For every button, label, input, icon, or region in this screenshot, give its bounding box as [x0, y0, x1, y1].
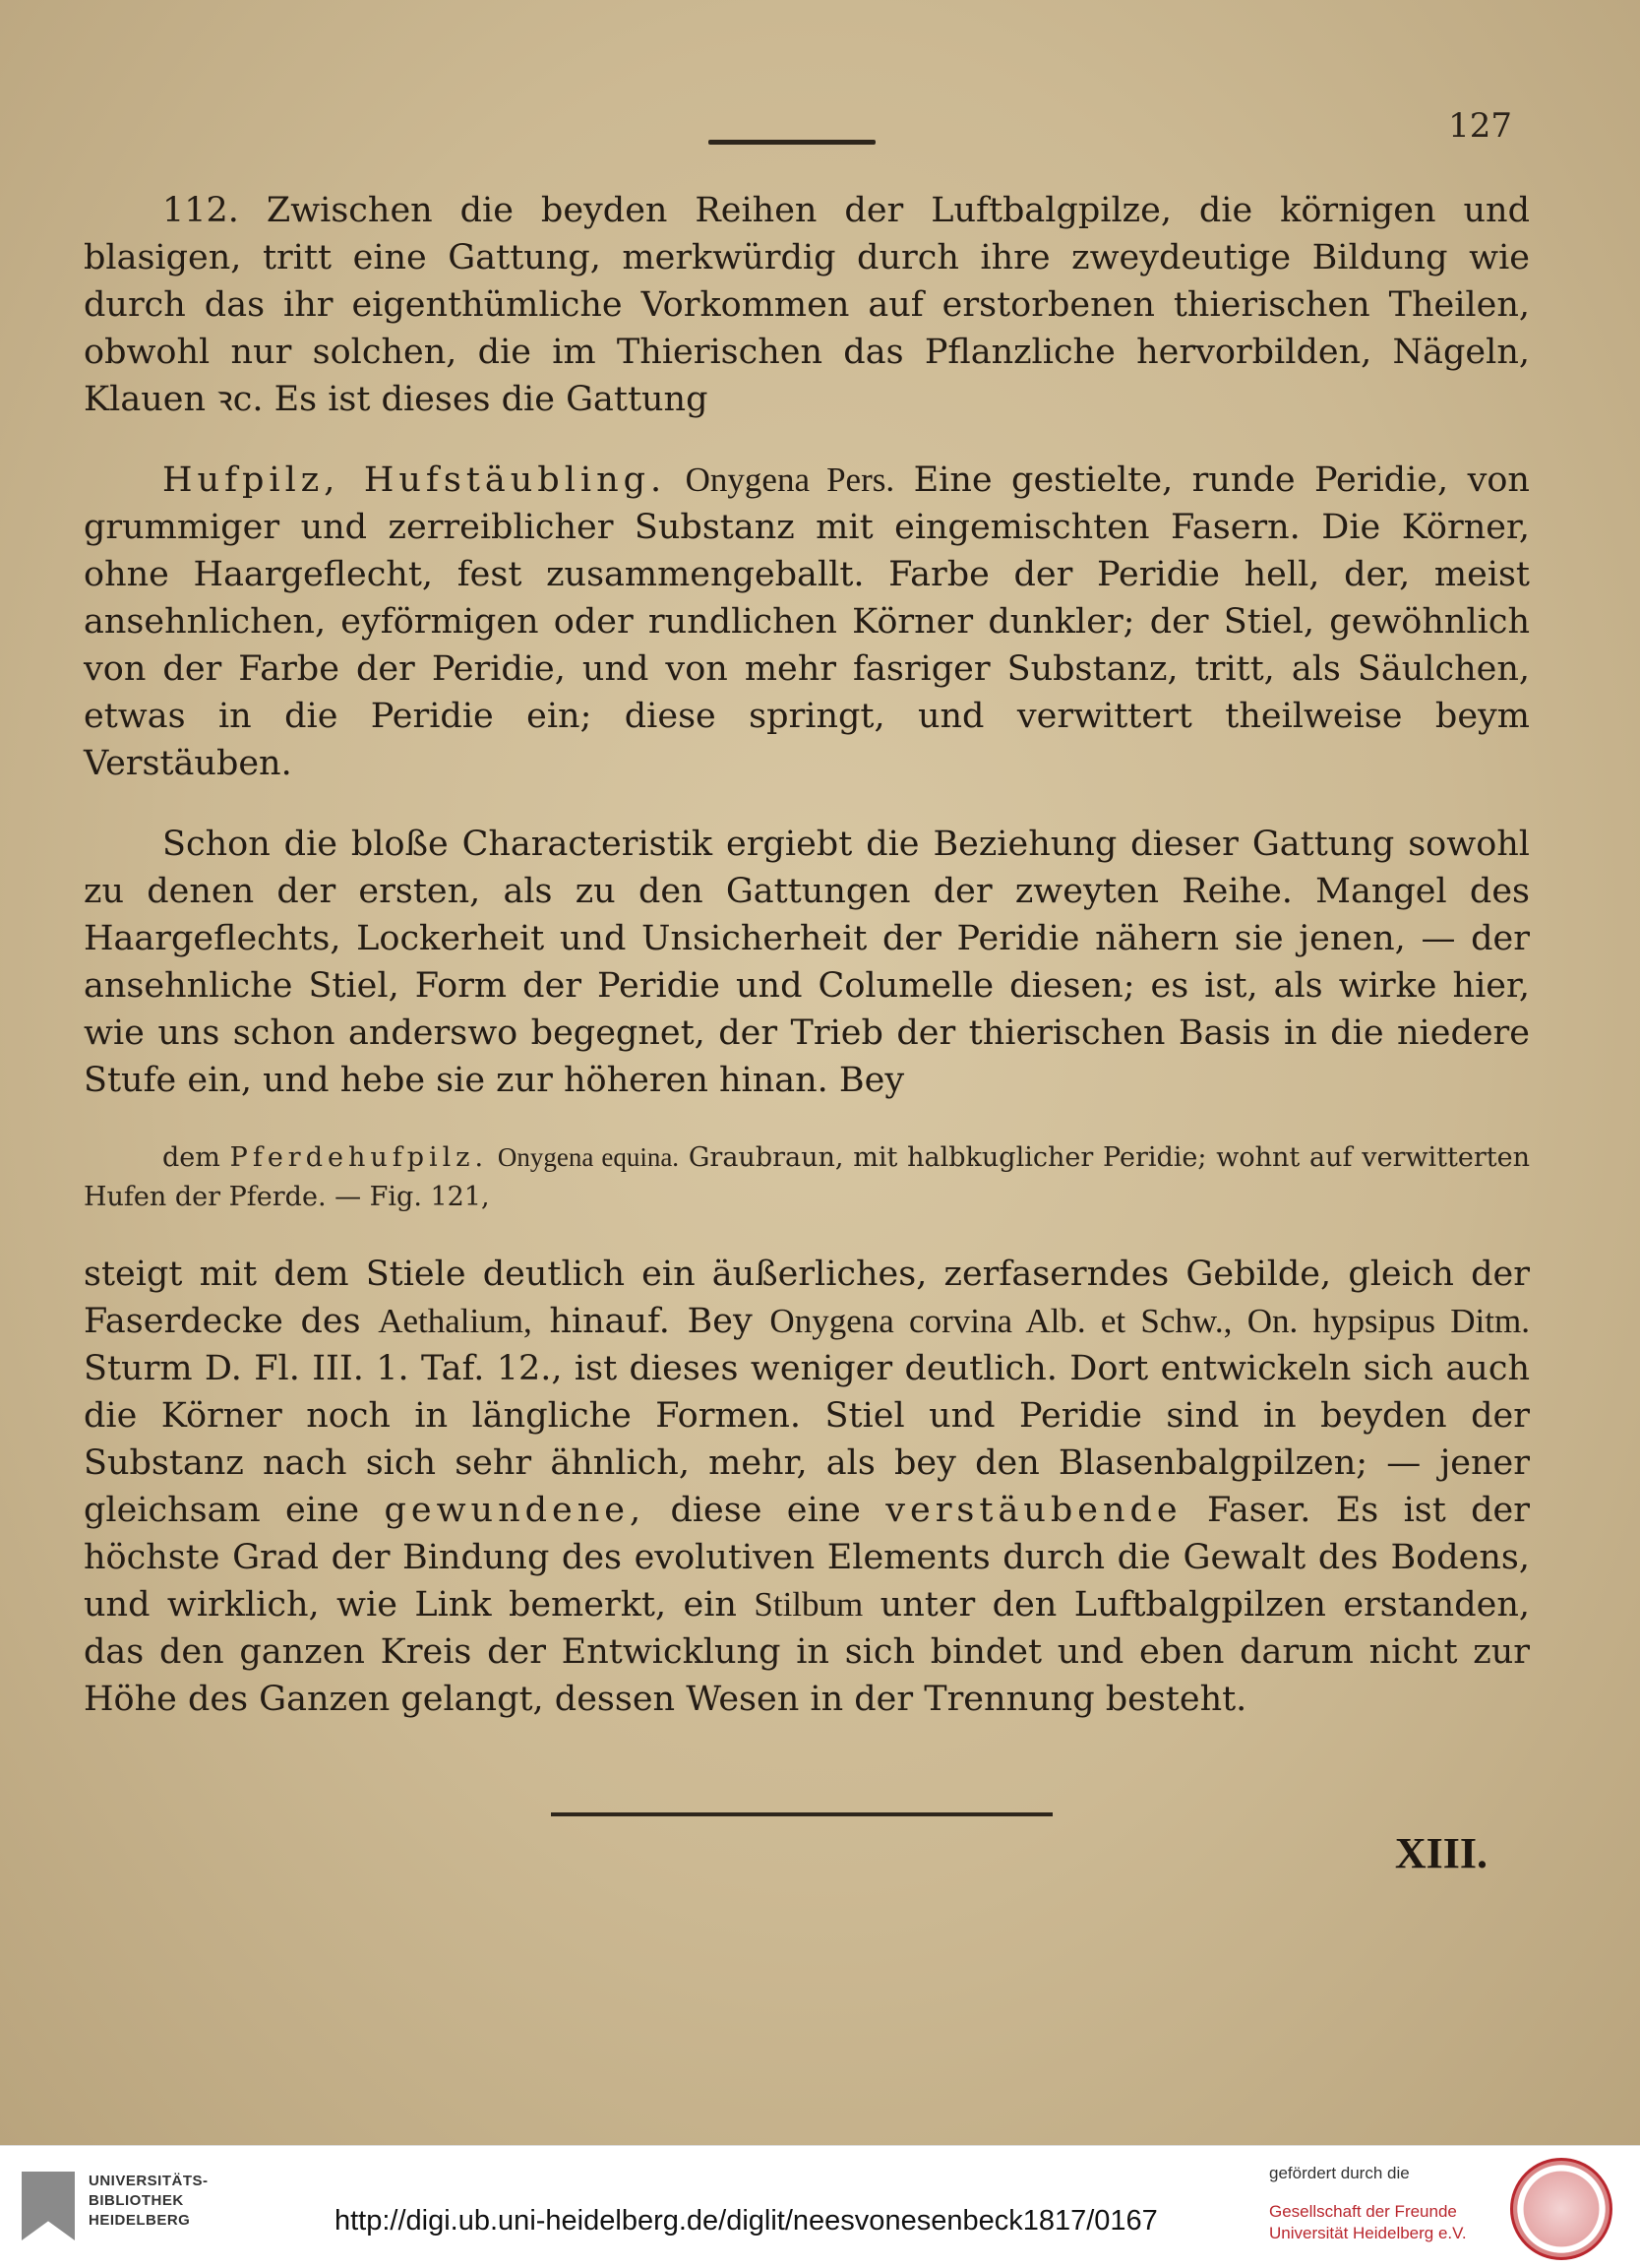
- species-latin: Onygena equina.: [497, 1142, 680, 1172]
- paragraph-characteristik: Schon die bloße Characteristik ergiebt die Beziehung dieser Gattung sowohl zu denen der ersten, als zu den Gattungen der zweyten Reihe. Mangel des Haargeflechts, Lockerheit und Unsicherheit der Peridie nähern sie jenen, — der ansehnliche Stiel, Form der Peridie und Columelle diesen; es ist, als wirke hier, wie uns schon anderswo begegnet, der Trieb der thierischen Basis in die niedere Stufe ein, und hebe sie zur höheren hinan. Bey: [84, 825, 1530, 1100]
- text-run: hinauf. Bey: [549, 1302, 753, 1341]
- species-note: [84, 1137, 1530, 1217]
- species-lead: dem: [162, 1142, 220, 1173]
- sponsor-name-line1: Gesellschaft der Freunde: [1269, 2202, 1457, 2221]
- sponsor-name-line2: Universität Heidelberg e.V.: [1269, 2224, 1467, 2242]
- latin-term: Stilbum: [754, 1585, 864, 1624]
- library-name-line: UNIVERSITÄTS-: [89, 2173, 209, 2189]
- library-name: [89, 2172, 209, 2231]
- spaced-term: verstäubende: [885, 1491, 1183, 1530]
- text-run: Sturm D. Fl. III. 1. Taf. 12., ist dieses weniger deutlich. Dort entwickeln sich auch die Körner noch in längliche Formen. Stiel und Peridie sind in beyden der Substanz nach sich sehr ähnlich, mehr, als bey den Blasenbalgpilzen; — jener gleichsam eine: [84, 1349, 1530, 1530]
- next-section-mark: XIII.: [1394, 1829, 1488, 1877]
- latin-term: Onygena corvina Alb. et Schw., On. hypsipus Ditm.: [769, 1302, 1530, 1340]
- species-description: Graubraun, mit halbkuglicher Peridie; wohnt auf verwitterten Hufen der Pferde. — Fig. 121,: [84, 1142, 1530, 1212]
- species-name: Pferdehufpilz.: [229, 1142, 489, 1173]
- text-run: unter den Luftbalgpilzen erstanden, das den ganzen Kreis der Entwicklung in sich bindet und eben darum nicht zur Höhe des Ganzen gelangt, dessen Wesen in der Trennung besteht.: [84, 1585, 1530, 1719]
- paragraph-stiel: [84, 1251, 1530, 1723]
- library-name-line: BIBLIOTHEK: [89, 2192, 184, 2209]
- sponsor-credit: [1269, 2164, 1467, 2244]
- latin-term: Aethalium,: [378, 1302, 532, 1340]
- section-end-rule: [551, 1812, 1053, 1816]
- paragraph-112: 112. Zwischen die beyden Reihen der Luftbalgpilze, die körnigen und blasigen, tritt eine Gattung, merkwürdig durch ihre zweydeutige Bildung wie durch das ihr eigenthümliche Vorkommen auf erstorbenen thierischen Theilen, obwohl nur solchen, die im Thierischen das Pflanzliche hervorbilden, Nägeln, Klauen ꝛc. Es ist dieses die Gattung: [84, 191, 1530, 419]
- library-name-line: HEIDELBERG: [89, 2212, 191, 2229]
- page-number: 127: [1448, 106, 1512, 146]
- text-run: diese eine: [670, 1491, 861, 1530]
- page-body: [84, 187, 1530, 1756]
- permalink-url[interactable]: http://digi.ub.uni-heidelberg.de/diglit/neesvonesenbeck1817/0167: [334, 2205, 1158, 2237]
- digitization-footer: [0, 2145, 1640, 2268]
- genus-name: Hufpilz, Hufstäubling.: [162, 460, 667, 500]
- header-rule: [708, 140, 876, 145]
- university-seal-icon: [1510, 2158, 1612, 2260]
- text-run: Faser. Es ist der höchste Grad der Bindung des evolutiven Elements durch die Gewalt des Bodens, und wirklich, wie Link bemerkt, ein: [84, 1491, 1530, 1624]
- sponsor-lead: gefördert durch die: [1269, 2164, 1410, 2182]
- genus-description: Eine gestielte, runde Peridie, von grummiger und zerreiblicher Substanz mit eingemischten Fasern. Die Körner, ohne Haargeflecht, fest zusammengeballt. Farbe der Peridie hell, der, meist ansehnlichen, eyförmigen oder rundlichen Körner dunkler; der Stiel, gewöhnlich von der Farbe der Peridie, und von mehr fasriger Substanz, tritt, als Säulchen, etwas in die Peridie ein; diese springt, und verwittert theilweise beym Verstäuben.: [84, 460, 1530, 783]
- genus-latin: Onygena Pers.: [685, 460, 895, 499]
- text-run: steigt mit dem Stiele deutlich ein äußerliches, zerfaserndes Gebilde, gleich der Faserdecke des: [84, 1255, 1530, 1341]
- library-logo-icon: [22, 2172, 75, 2240]
- paragraph-hufpilz: [84, 457, 1530, 787]
- spaced-term: gewundene,: [384, 1491, 646, 1530]
